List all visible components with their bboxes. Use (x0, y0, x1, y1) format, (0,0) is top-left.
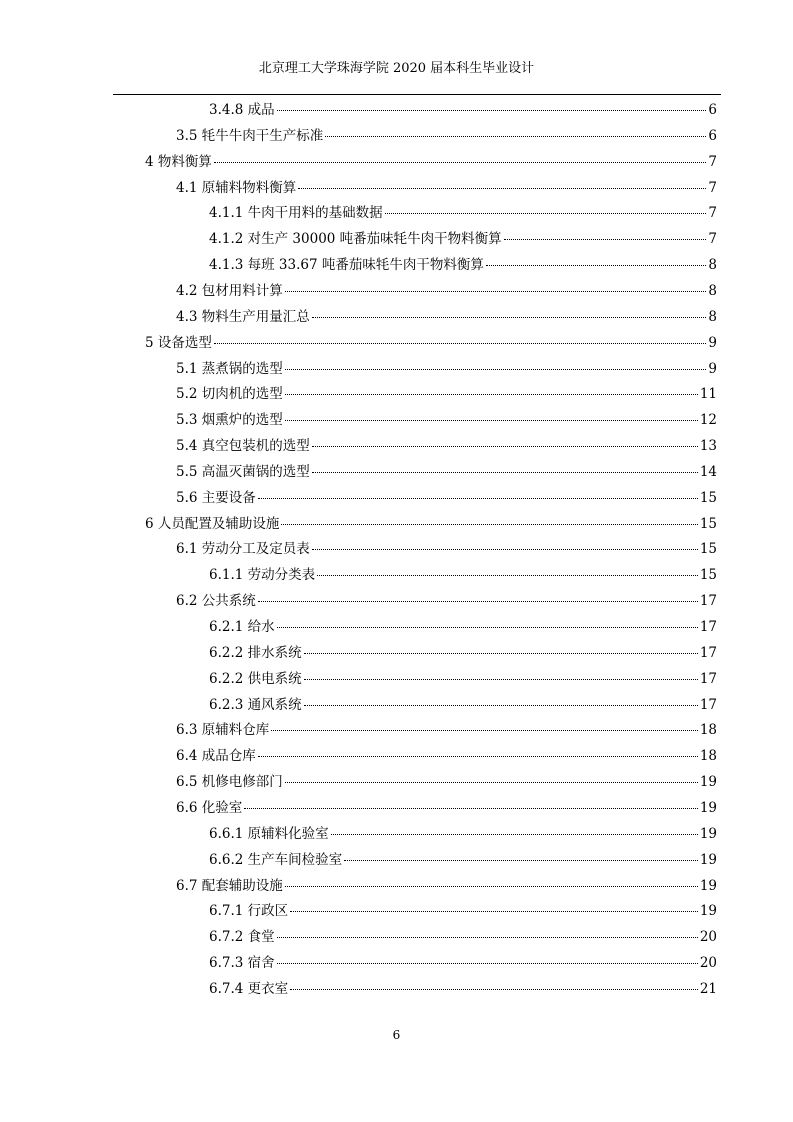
toc-entry[interactable] (176, 305, 717, 329)
toc-dot-leader (504, 239, 707, 240)
toc-entry-page: 15 (699, 541, 717, 558)
toc-dot-leader (304, 679, 698, 680)
toc-entry-page: 15 (699, 567, 717, 584)
toc-entry-label: 6.2.2 供电系统 (209, 670, 302, 687)
toc-dot-leader (281, 524, 697, 525)
toc-entry[interactable] (145, 150, 717, 174)
toc-entry-label: 5.1 蒸煮锅的选型 (176, 360, 283, 377)
toc-entry-page: 19 (699, 903, 717, 920)
toc-entry-label: 5.5 高温灭菌锅的选型 (176, 463, 310, 480)
toc-entry-label: 6.2.2 排水系统 (209, 644, 302, 661)
toc-dot-leader (258, 756, 698, 757)
toc-dot-leader (277, 110, 707, 111)
toc-entry-page: 8 (708, 282, 717, 299)
toc-dot-leader (258, 498, 698, 499)
toc-entry[interactable] (209, 951, 717, 975)
toc-entry[interactable] (209, 227, 717, 251)
toc-entry-page: 18 (699, 748, 717, 765)
toc-entry-page: 17 (699, 593, 717, 610)
toc-entry-label: 6.7.1 行政区 (209, 903, 289, 920)
toc-entry-label: 4.1 原辅料物料衡算 (176, 179, 297, 196)
toc-dot-leader (304, 653, 698, 654)
toc-entry[interactable] (209, 822, 717, 846)
toc-dot-leader (277, 963, 698, 964)
toc-dot-leader (258, 601, 698, 602)
page-header: 北京理工大学珠海学院 2020 届本科生毕业设计 (258, 61, 535, 76)
toc-entry-page: 21 (699, 980, 717, 997)
toc-entry-label: 4.1.3 每班 33.67 吨番茄味牦牛肉干物料衡算 (209, 257, 484, 274)
toc-dot-leader (312, 446, 698, 447)
toc-entry[interactable] (176, 744, 717, 768)
toc-entry-label: 6.6.1 原辅料化验室 (209, 825, 329, 842)
toc-entry-page: 12 (699, 412, 717, 429)
toc-entry-label: 6.7.3 宿舍 (209, 955, 275, 972)
toc-entry[interactable] (176, 537, 717, 561)
toc-entry-page: 17 (699, 670, 717, 687)
toc-entry-page: 7 (708, 179, 717, 196)
toc-entry[interactable] (145, 512, 717, 536)
toc-entry-label: 5.6 主要设备 (176, 489, 256, 506)
toc-entry-label: 4.1.1 牛肉干用料的基础数据 (209, 205, 383, 222)
toc-entry-page: 20 (699, 929, 717, 946)
toc-dot-leader (214, 343, 707, 344)
toc-dot-leader (285, 886, 698, 887)
header-rule (113, 94, 721, 95)
toc-dot-leader (312, 549, 698, 550)
toc-entry[interactable] (176, 874, 717, 898)
toc-entry-label: 6.1.1 劳动分类表 (209, 567, 316, 584)
toc-entry[interactable] (209, 977, 717, 1001)
toc-dot-leader (244, 808, 698, 809)
toc-dot-leader (277, 627, 698, 628)
toc-entry-page: 18 (699, 722, 717, 739)
toc-entry[interactable] (209, 563, 717, 587)
toc-entry[interactable] (209, 925, 717, 949)
toc-dot-leader (312, 472, 698, 473)
toc-entry-label: 5.2 切肉机的选型 (176, 386, 283, 403)
toc-entry[interactable] (209, 201, 717, 225)
toc-entry-page: 15 (699, 489, 717, 506)
toc-entry-page: 17 (699, 644, 717, 661)
toc-entry-page: 19 (699, 851, 717, 868)
toc-entry-label: 6.2 公共系统 (176, 593, 256, 610)
toc-entry[interactable] (209, 253, 717, 277)
toc-entry[interactable] (176, 589, 717, 613)
toc-entry-page: 19 (699, 774, 717, 791)
toc-entry[interactable] (209, 641, 717, 665)
toc-entry-label: 6.5 机修电修部门 (176, 774, 283, 791)
toc-entry-label: 6.3 原辅料仓库 (176, 722, 270, 739)
toc-entry-page: 15 (699, 515, 717, 532)
toc-entry-page: 20 (699, 955, 717, 972)
toc-dot-leader (290, 989, 698, 990)
toc-entry-label: 4.1.2 对生产 30000 吨番茄味牦牛肉干物料衡算 (209, 231, 502, 248)
toc-dot-leader (344, 860, 698, 861)
toc-entry-label: 4.3 物料生产用量汇总 (176, 308, 310, 325)
toc-entry-label: 6.2.3 通风系统 (209, 696, 302, 713)
toc-entry-page: 19 (699, 877, 717, 894)
toc-entry-label: 5.4 真空包装机的选型 (176, 438, 310, 455)
toc-dot-leader (285, 782, 698, 783)
toc-dot-leader (285, 394, 698, 395)
toc-dot-leader (317, 575, 698, 576)
toc-dot-leader (285, 420, 698, 421)
toc-dot-leader (385, 213, 707, 214)
toc-dot-leader (486, 265, 707, 266)
toc-entry-page: 7 (708, 231, 717, 248)
toc-entry-label: 6.1 劳动分工及定员表 (176, 541, 310, 558)
toc-entry-label: 5.3 烟熏炉的选型 (176, 412, 283, 429)
toc-dot-leader (290, 911, 698, 912)
toc-entry[interactable] (209, 667, 717, 691)
toc-entry-page: 8 (708, 308, 717, 325)
toc-entry-label: 4 物料衡算 (145, 153, 212, 170)
toc-entry-page: 7 (708, 153, 717, 170)
toc-entry-label: 4.2 包材用料计算 (176, 282, 283, 299)
toc-entry[interactable] (209, 98, 717, 122)
toc-entry-label: 6.6 化验室 (176, 799, 243, 816)
toc-entry-page: 6 (708, 102, 717, 118)
toc-entry[interactable] (209, 848, 717, 872)
toc-entry-page: 7 (708, 205, 717, 222)
toc-entry[interactable] (176, 460, 717, 484)
toc-entry-label: 6 人员配置及辅助设施 (145, 515, 280, 532)
toc-entry[interactable] (176, 408, 717, 432)
toc-entry[interactable] (176, 718, 717, 742)
toc-entry-page: 19 (699, 799, 717, 816)
toc-dot-leader (214, 162, 707, 163)
toc-entry-label: 6.7.2 食堂 (209, 929, 275, 946)
toc-entry-label: 6.7 配套辅助设施 (176, 877, 283, 894)
toc-entry-label: 6.4 成品仓库 (176, 748, 256, 765)
toc-entry-page: 9 (708, 334, 717, 351)
toc-entry-label: 6.7.4 更衣室 (209, 980, 289, 997)
toc-entry-page: 17 (699, 619, 717, 635)
toc-entry-page: 13 (699, 438, 717, 455)
toc-entry[interactable] (145, 331, 717, 355)
toc-entry[interactable] (176, 796, 717, 820)
toc-entry-page: 11 (699, 386, 717, 403)
toc-dot-leader (304, 705, 698, 706)
toc-entry-page: 8 (708, 257, 717, 274)
toc-entry-page: 19 (699, 825, 717, 842)
toc-dot-leader (331, 834, 698, 835)
toc-entry[interactable] (209, 693, 717, 717)
toc-dot-leader (325, 136, 706, 137)
toc-entry[interactable] (176, 382, 717, 406)
toc-entry[interactable] (176, 176, 717, 200)
toc-entry[interactable] (176, 124, 717, 148)
toc-entry-page: 6 (708, 127, 717, 144)
toc-entry-page: 14 (699, 463, 717, 480)
toc-dot-leader (285, 369, 707, 370)
toc-entry-page: 9 (708, 360, 717, 377)
toc-entry[interactable] (176, 279, 717, 303)
toc-dot-leader (312, 317, 707, 318)
toc-dot-leader (298, 188, 706, 189)
toc-entry-label: 3.4.8 成品 (209, 102, 275, 118)
toc-entry[interactable] (176, 770, 717, 794)
toc-dot-leader (285, 291, 707, 292)
toc-entry[interactable] (209, 615, 717, 639)
toc-dot-leader (271, 730, 698, 731)
toc-entry[interactable] (176, 357, 717, 381)
toc-entry-label: 3.5 牦牛牛肉干生产标准 (176, 127, 324, 144)
page-number: 6 (392, 1028, 401, 1042)
toc-entry[interactable] (176, 486, 717, 510)
toc-entry-label: 6.2.1 给水 (209, 619, 275, 635)
toc-entry-page: 17 (699, 696, 717, 713)
toc-entry-label: 6.6.2 生产车间检验室 (209, 851, 343, 868)
toc-entry-label: 5 设备选型 (145, 334, 212, 351)
toc-entry[interactable] (176, 434, 717, 458)
toc-entry[interactable] (209, 899, 717, 923)
toc-dot-leader (277, 937, 698, 938)
